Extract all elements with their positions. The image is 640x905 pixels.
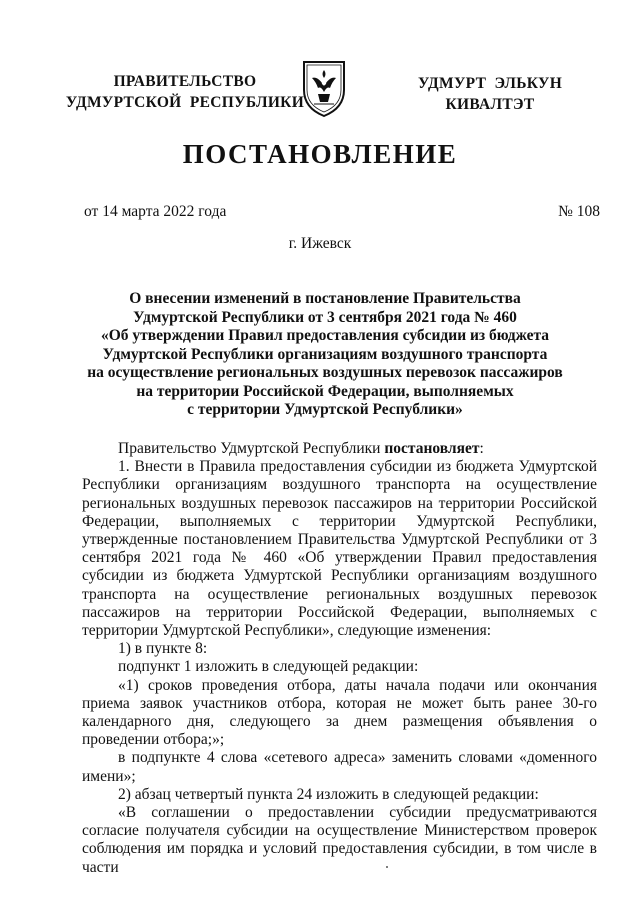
- scan-speck: [386, 866, 388, 868]
- body-paragraph: 1. Внести в Правила предоставления субсидии из бюджета Удмуртской Республики организациям воздушного транспорта на осуществление региональных воздушных перевозок пассажиров на территории Российской Федерации, выполняемых с территории Удмуртской Республики, утвержденные постановлением Правительства Удмуртской Республики от 3 сентября 2021 года № 460 «Об утверждении Правил предоставления субсидии из бюджета Удмуртской Республики организациям воздушного транспорта на осуществление региональных воздушных перевозок пассажиров на территории Российской Федерации, выполняемых с территории Удмуртской Республики», следующие изменения:: [82, 458, 597, 640]
- header-right-line-2: КИВАЛТЭТ: [445, 96, 535, 113]
- intro-end: :: [479, 440, 484, 457]
- document-subject: [70, 290, 580, 420]
- subject-line: Удмуртской Республики организациям воздушного транспорта: [102, 345, 548, 363]
- subject-line: на территории Российской Федерации, выполняемых: [136, 382, 514, 400]
- document-date: от 14 марта 2022 года: [84, 203, 227, 220]
- header-left-line-2: УДМУРТСКОЙ РЕСПУБЛИКИ: [65, 94, 305, 111]
- intro-paragraph: [82, 440, 597, 458]
- coat-of-arms-icon: [300, 56, 348, 118]
- subject-line: Удмуртской Республики от 3 сентября 2021 года № 460: [133, 308, 517, 326]
- document-body: [82, 440, 597, 877]
- body-paragraph: 1) в пункте 8:: [118, 640, 208, 658]
- document-city: г. Ижевск: [288, 235, 352, 252]
- document-title: ПОСТАНОВЛЕНИЕ: [182, 139, 458, 169]
- subject-line: О внесении изменений в постановление Правительства: [129, 290, 521, 307]
- document-number: № 108: [558, 203, 600, 220]
- body-paragraph: подпункт 1 изложить в следующей редакции:: [118, 658, 419, 676]
- header-right-line-1: УДМУРТ ЭЛЬКУН: [417, 75, 563, 92]
- body-paragraph: «1) сроков проведения отбора, даты начала подачи или окончания приема заявок участников отбора, которая не может быть ранее 30-го календарного дня, следующего за днем размещения объявления о проведении отбора;»;: [82, 676, 597, 749]
- body-paragraph: в подпункте 4 слова «сетевого адреса» заменить словами «доменного имени»;: [82, 749, 597, 785]
- subject-line: «Об утверждении Правил предоставления субсидии из бюджета: [100, 327, 550, 344]
- intro-keyword: постановляет: [384, 440, 480, 457]
- subject-line: с территории Удмуртской Республики»: [187, 401, 463, 418]
- body-paragraph: 2) абзац четвертый пункта 24 изложить в следующей редакции:: [118, 785, 539, 803]
- subject-line: на осуществление региональных воздушных перевозок пассажиров: [87, 364, 563, 381]
- government-name-udmurt: [390, 73, 590, 115]
- header-left-line-1: ПРАВИТЕЛЬСТВО: [113, 73, 257, 90]
- intro-text: Правительство Удмуртской Республики: [118, 440, 385, 457]
- body-paragraph: «В соглашении о предоставлении субсидии предусматриваются согласие получателя субсидии на осуществление Министерством проверок соблюдения им порядка и условий предоставления субсидии, в том числе в части: [82, 804, 597, 876]
- government-name-russian: [60, 71, 310, 113]
